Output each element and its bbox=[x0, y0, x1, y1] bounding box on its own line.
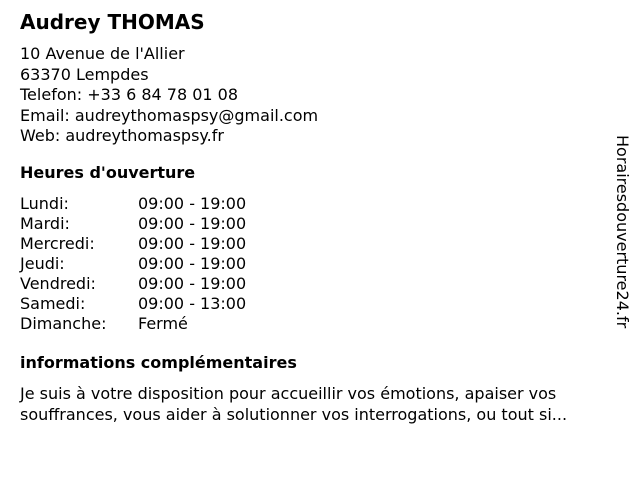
hours-time: 09:00 - 13:00 bbox=[138, 294, 247, 313]
hours-row-mardi bbox=[20, 214, 246, 234]
hours-day: Dimanche: bbox=[20, 314, 107, 333]
additional-info-heading: informations complémentaires bbox=[20, 353, 297, 372]
opening-hours-heading: Heures d'ouverture bbox=[20, 163, 196, 182]
hours-time: 09:00 - 19:00 bbox=[138, 194, 247, 213]
email-address[interactable]: Email: audreythomaspsy@gmail.com bbox=[20, 105, 319, 125]
additional-info-text: Je suis à votre disposition pour accueillir vos émotions, apaiser vos souffrances, vous aider à solutionner vos interrogations, ou tout si... bbox=[20, 384, 568, 424]
website-link[interactable]: Web: audreythomaspsy.fr bbox=[20, 126, 224, 145]
phone-number[interactable]: Telefon: +33 6 84 78 01 08 bbox=[20, 85, 239, 104]
hours-day: Samedi: bbox=[20, 294, 86, 313]
hours-row-lundi bbox=[20, 194, 246, 214]
hours-time: 09:00 - 19:00 bbox=[138, 274, 247, 293]
hours-day: Jeudi: bbox=[20, 254, 65, 273]
site-watermark: Horairesdouverture24.fr bbox=[613, 135, 632, 329]
hours-day: Mercredi: bbox=[20, 234, 95, 253]
hours-row-dimanche bbox=[20, 314, 246, 334]
hours-day: Vendredi: bbox=[20, 274, 96, 293]
hours-row-samedi bbox=[20, 294, 246, 314]
contact-block bbox=[20, 44, 318, 147]
hours-time: 09:00 - 19:00 bbox=[138, 254, 247, 273]
hours-day: Lundi: bbox=[20, 194, 69, 213]
address-line-1: 10 Avenue de l'Allier bbox=[20, 44, 185, 63]
hours-time: Fermé bbox=[138, 314, 188, 333]
address-line-2: 63370 Lempdes bbox=[20, 64, 149, 84]
hours-row-jeudi bbox=[20, 254, 246, 274]
hours-row-mercredi bbox=[20, 234, 246, 254]
business-name: Audrey THOMAS bbox=[20, 10, 205, 34]
hours-day: Mardi: bbox=[20, 214, 70, 233]
opening-hours-table bbox=[20, 194, 246, 334]
hours-row-vendredi bbox=[20, 274, 246, 294]
hours-time: 09:00 - 19:00 bbox=[138, 214, 247, 233]
hours-time: 09:00 - 19:00 bbox=[138, 234, 247, 253]
